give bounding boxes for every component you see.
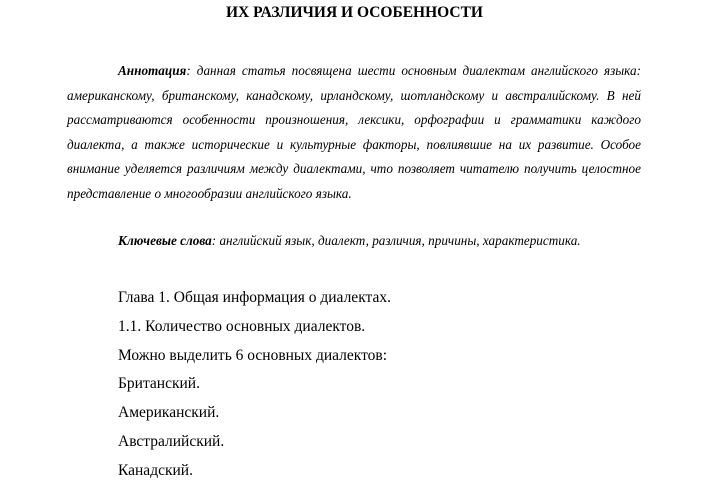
abstract-text: : данная статья посвящена шести основным диалектам английского языка: американскому, британскому, канадскому, ирландскому, шотландскому и австралийскому. В ней рассматриваются особенности произношения, лексики, орфографии и грамматики каждого диалекта, а также исторические и культурные факторы, повлиявшие на их развитие. Особое внимание уделяется различиям между диалектами, что позволяет читателю получить целостное представление о многообразии английского языка.: [67, 63, 641, 201]
keywords-label: Ключевые слова: [118, 233, 212, 248]
body-paragraph: Можно выделить 6 основных диалектов:: [118, 346, 388, 364]
document-title: ИХ РАЗЛИЧИЯ И ОСОБЕННОСТИ: [226, 4, 483, 21]
abstract-paragraph: [67, 59, 641, 206]
keywords-paragraph: [118, 229, 658, 253]
dialect-list-item: Австралийский.: [118, 432, 225, 450]
body-text: [118, 284, 678, 486]
dialect-list-item: Американский.: [118, 404, 220, 422]
keywords-text: : английский язык, диалект, различия, причины, характеристика.: [211, 233, 581, 248]
dialect-list-item: Британский.: [118, 375, 200, 393]
abstract-label: Аннотация: [118, 63, 187, 78]
dialect-list-item: Канадский.: [118, 461, 193, 479]
section-heading: 1.1. Количество основных диалектов.: [118, 317, 366, 335]
chapter-heading: Глава 1. Общая информация о диалектах.: [118, 289, 391, 306]
